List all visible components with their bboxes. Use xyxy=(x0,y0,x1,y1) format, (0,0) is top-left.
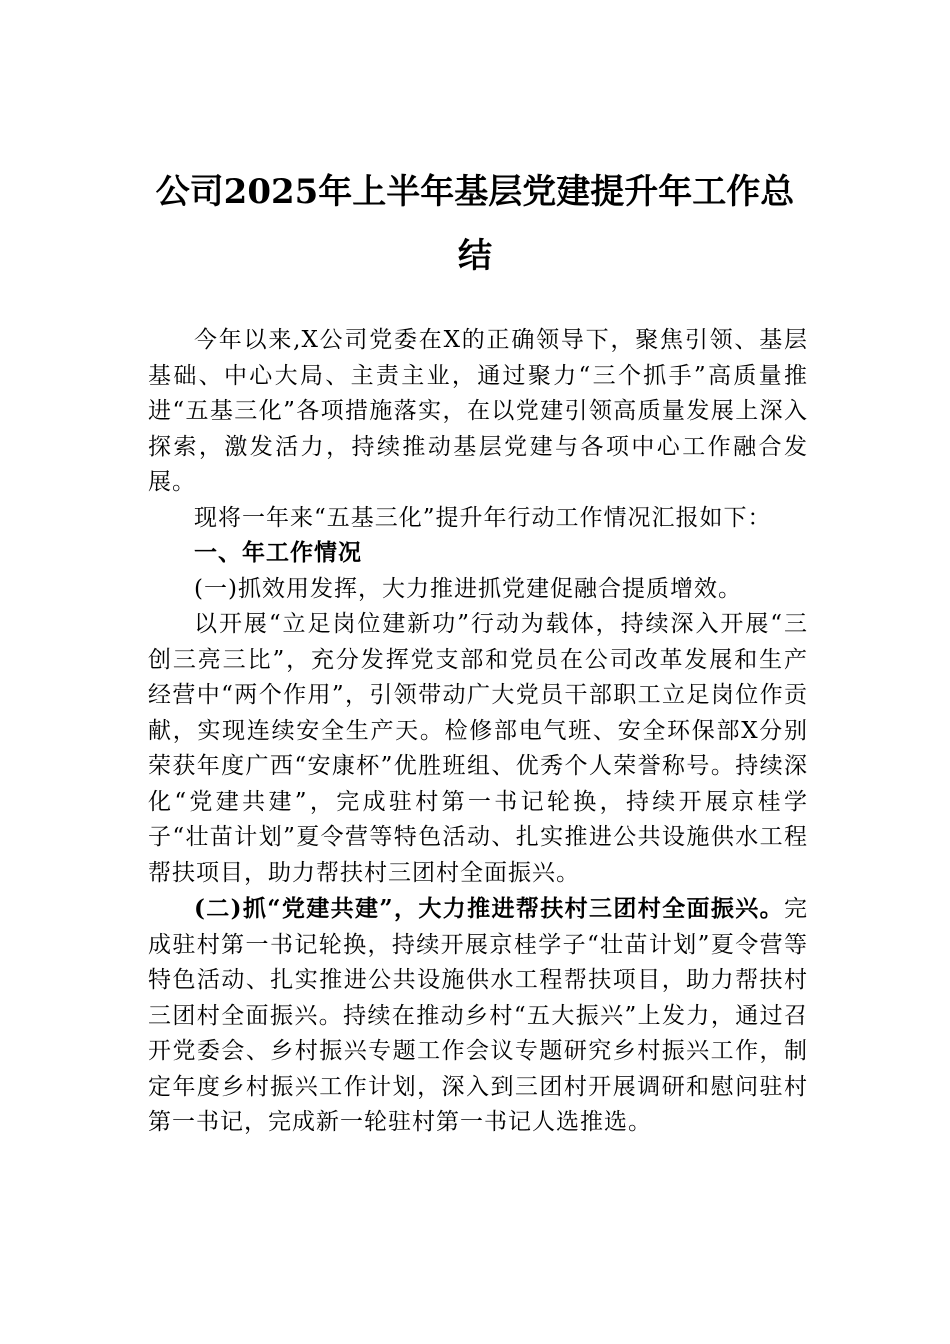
subsection-heading-2: (二)抓“党建共建”，大力推进帮扶村三团村全面振兴。 xyxy=(194,895,784,922)
document-title: 公司2025年上半年基层党建提升年工作总结 xyxy=(155,172,795,276)
section-heading-1: 一、年工作情况 xyxy=(194,540,362,566)
report-intro-paragraph: 现将一年来“五基三化”提升年行动工作情况汇报如下： xyxy=(194,504,772,531)
subsection-heading-1: (一)抓效用发挥，大力推进抓党建促融合提质增效。 xyxy=(194,575,742,602)
subsection-1-paragraph: 以开展“立足岗位建新功”行动为载体，持续深入开展“三创三亮三比”，充分发挥党支部和党员在公司改革发展和生产经营中“两个作用”，引领带动广大党员干部职工立足岗位作贡献，实现连续安全生产天。检修部电气班、安全环保部X分别荣获年度广西“安康杯”优胜班组、优秀个人荣誉称号。持续深化“党建共建”，完成驻村第一书记轮换，持续开展京桂学子“壮苗计划”夏令营等特色活动、扎实推进公共设施供水工程帮扶项目，助力帮扶村三团村全面振兴。 xyxy=(148,611,808,886)
document-body xyxy=(148,323,808,1141)
subsection-2-paragraph xyxy=(148,891,808,1141)
subsection-2-text: 完成驻村第一书记轮换，持续开展京桂学子“壮苗计划”夏令营等特色活动、扎实推进公共设施供水工程帮扶项目，助力帮扶村三团村全面振兴。持续在推动乡村“五大振兴”上发力，通过召开党委会、乡村振兴专题工作会议专题研究乡村振兴工作，制定年度乡村振兴工作计划，深入到三团村开展调研和慰问驻村第一书记，完成新一轮驻村第一书记人选推选。 xyxy=(148,896,808,1135)
intro-paragraph: 今年以来,X公司党委在X的正确领导下，聚焦引领、基层基础、中心大局、主责主业，通过聚力“三个抓手”高质量推进“五基三化”各项措施落实，在以党建引领高质量发展上深入探索，激发活力，持续推动基层党建与各项中心工作融合发展。 xyxy=(148,327,808,495)
